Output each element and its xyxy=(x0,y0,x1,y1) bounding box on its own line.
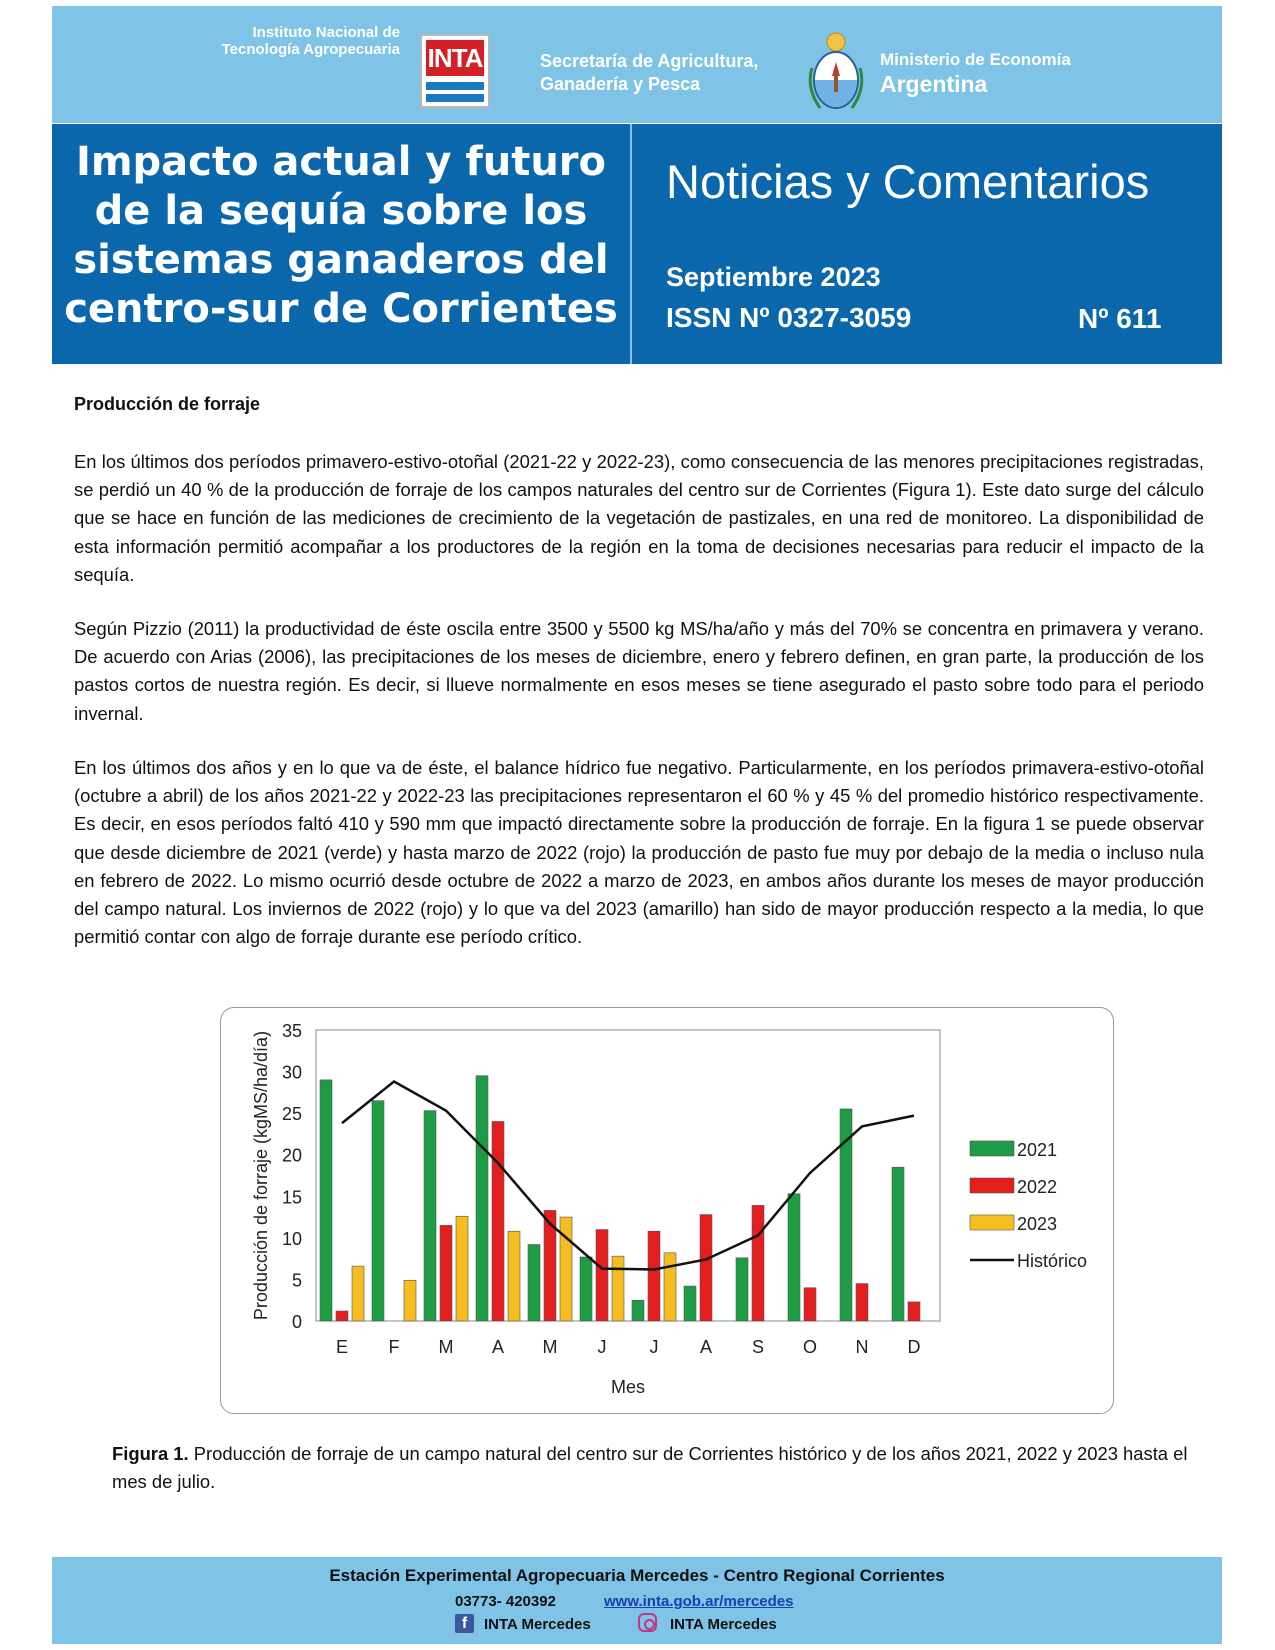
title-line: sistemas ganaderos del xyxy=(73,237,609,283)
issn: ISSN Nº 0327-3059 xyxy=(666,302,912,333)
x-tick-label: A xyxy=(491,1337,505,1357)
title-line: de la sequía sobre los xyxy=(94,188,588,234)
caption-label: Figura 1. xyxy=(112,1443,189,1464)
y-axis-label: Producción de forraje (kgMS/ha/día) xyxy=(251,1030,271,1321)
caption-text: Producción de forraje de un campo natural del centro sur de Corrientes histórico y de los años 2021, 2022 y 2023 hasta el mes de julio. xyxy=(112,1443,1188,1492)
x-tick-label: N xyxy=(855,1337,869,1357)
legend-label: 2021 xyxy=(1017,1140,1058,1160)
secretaria-name xyxy=(540,50,758,96)
x-tick-label: M xyxy=(542,1337,558,1357)
x-tick-label: D xyxy=(907,1337,921,1357)
legend-label: 2023 xyxy=(1017,1214,1058,1234)
x-tick-label: J xyxy=(597,1337,607,1357)
y-tick-label: 30 xyxy=(281,1062,302,1083)
inta-logo-stripe xyxy=(426,82,484,90)
inta-name xyxy=(200,24,400,58)
paragraph: En los últimos dos períodos primavero-estivo-otoñal (2021-22 y 2022-23), como consecuencia de las menores precipitaciones registradas, se perdió un 40 % de la producción de forraje de los campos naturales del centro sur de Corrientes (Figura 1). Este dato surge del cálculo que se hace en función de las mediciones de crecimiento de la vegetación de pastizales, en una red de monitoreo. La disponibilidad de esta información permitió acompañar a los productores de la región en la toma de decisiones necesarias para reducir el impacto de la sequía. xyxy=(74,451,1204,585)
x-tick-label: M xyxy=(438,1337,454,1357)
instagram-icon[interactable] xyxy=(638,1613,657,1632)
y-tick-label: 5 xyxy=(291,1270,302,1291)
x-tick-label: J xyxy=(649,1337,659,1357)
ministerio-name xyxy=(880,50,1071,98)
footer-station: Estación Experimental Agropecuaria Mercedes - Centro Regional Corrientes xyxy=(329,1566,945,1585)
y-tick-label: 0 xyxy=(291,1312,302,1332)
figure-caption xyxy=(112,1440,1204,1496)
inta-name-line1: Instituto Nacional de xyxy=(252,24,400,41)
footer-phone: 03773- 420392 xyxy=(455,1593,556,1610)
x-axis-label: Mes xyxy=(610,1377,646,1397)
section-heading: Producción de forraje xyxy=(74,394,261,414)
y-tick-label: 20 xyxy=(281,1145,302,1166)
inta-name-line2: Tecnología Agropecuaria xyxy=(221,41,400,58)
y-tick-label: 15 xyxy=(281,1187,302,1208)
ministerio-line2: Argentina xyxy=(880,71,988,97)
x-tick-label: F xyxy=(388,1337,400,1357)
x-tick-label: O xyxy=(802,1337,818,1357)
facebook-icon[interactable]: f xyxy=(455,1614,474,1633)
footer-website-link[interactable]: www.inta.gob.ar/mercedes xyxy=(604,1593,794,1610)
paragraph: Según Pizzio (2011) la productividad de éste oscila entre 3500 y 5500 kg MS/ha/año y más del 70% se concentra en primavera y verano. De acuerdo con Arias (2006), las precipitaciones de los meses de diciembre, enero y febrero definen, en gran parte, la producción de los pastos cortos de nuestra región. Es decir, si llueve normalmente en esos meses se tiene asegurado el pasto sobre todo para el periodo invernal. xyxy=(74,618,1204,724)
secretaria-line1: Secretaría de Agricultura, xyxy=(540,51,759,71)
issue-date: Septiembre 2023 xyxy=(666,262,881,292)
facebook-label[interactable]: INTA Mercedes xyxy=(484,1616,591,1633)
y-tick-label: 25 xyxy=(281,1104,302,1125)
x-tick-label: A xyxy=(699,1337,713,1357)
inta-logo xyxy=(420,34,490,108)
instagram-label[interactable]: INTA Mercedes xyxy=(670,1616,777,1633)
legend-label: Histórico xyxy=(1017,1251,1088,1271)
paragraph: En los últimos dos años y en lo que va de éste, el balance hídrico fue negativo. Particularmente, en los períodos primavera-estivo-otoñal (octubre a abril) de los años 2021-22 y 2022-23 las precipitaciones representaron el 60 % y 45 % del promedio histórico respectivamente. Es decir, en esos períodos faltó 410 y 590 mm que impactó directamente sobre la producción de forraje. En la figura 1 se puede observar que desde diciembre de 2021 (verde) y hasta marzo de 2022 (rojo) la producción de pasto fue muy por debajo de la media o incluso nula en febrero de 2022. Lo mismo ocurrió desde octubre de 2022 a marzo de 2023, en ambos años durante los meses de mayor producción del campo natural. Los inviernos de 2022 (rojo) y lo que va del 2023 (amarillo) han sido de mayor producción respecto a la media, lo que permitió contar con algo de forraje durante ese período crítico. xyxy=(74,757,1204,948)
series-title: Noticias y Comentarios xyxy=(666,155,1150,208)
title-divider xyxy=(630,124,632,364)
y-tick-label: 10 xyxy=(281,1228,302,1249)
argentina-coat-of-arms-icon xyxy=(806,28,866,116)
page-title xyxy=(52,138,630,334)
chart-frame xyxy=(220,1007,1114,1414)
inta-logo-text: INTA xyxy=(426,40,484,76)
y-tick-label: 35 xyxy=(281,1021,302,1041)
x-tick-label: S xyxy=(751,1337,765,1357)
x-tick-label: E xyxy=(335,1337,349,1357)
secretaria-line2: Ganadería y Pesca xyxy=(540,74,701,94)
issue-number: Nº 611 xyxy=(1078,303,1162,334)
title-line: centro-sur de Corrientes xyxy=(64,286,618,332)
inta-logo-stripe xyxy=(426,94,484,102)
legend-label: 2022 xyxy=(1017,1177,1058,1197)
title-line: Impacto actual y futuro xyxy=(75,139,607,185)
ministerio-line1: Ministerio de Economía xyxy=(880,50,1071,69)
